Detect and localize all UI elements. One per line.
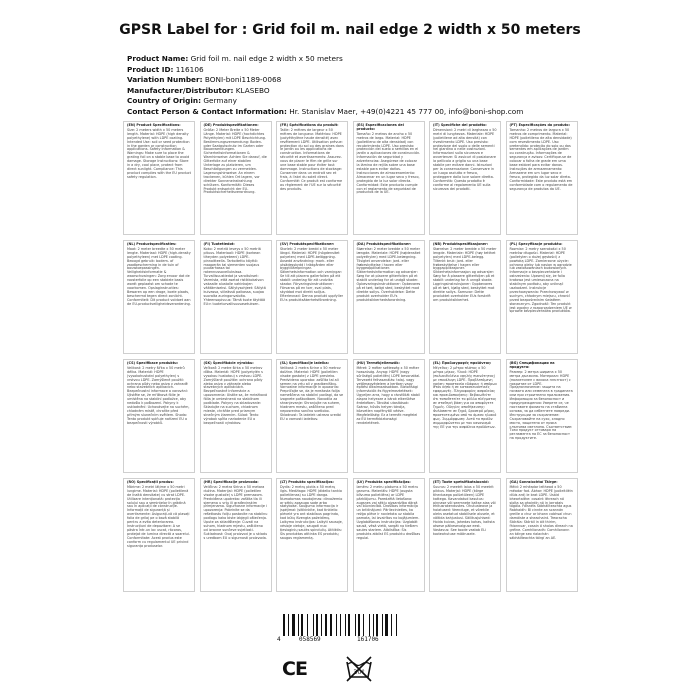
spec-cell-heading: (FI) Tuotetiedot: [203, 242, 235, 246]
barcode-bar [321, 614, 322, 636]
spec-cell-text: Dimensioni: 2 metri di larghezza x 50 metri di lunghezza. Materiale: HDPE (polietilene ad alta densità) con rivestimento LDPE. Uso previsto: protezione del suolo o delle sementi nel giardino o nelle costruzioni. Informazioni sulla sicurezza e avvertenze: Si assicuri di posizionare la pellicola a griglia su una base stabile per evitare danni. Istruzioni per la conservazione: Conservare in un luogo asciutto e fresco, proteggere dalla luce solare diretta. Conformità: Questo prodotto è conforme al regolamento UE sulla sicurezza dei prodotti. [433, 127, 497, 191]
spec-cell [200, 478, 272, 592]
country-value: Germany [203, 96, 237, 106]
product-name-label: Product Name: [127, 54, 189, 63]
contact-row [127, 107, 687, 118]
spec-cell-text: Veľkosť: 2 metre šírka x 50 metrov dĺžka. Materiál: HDPE (polyetylén s vysokou hustotou) s vrstvou LDPE. Zamýšľané použitie: ochrana pôdy alebo osiva v záhrade alebo stavebných aplikáciách. Bezpečnostné informácie a upozornenia: Uistite sa, že mriežková fólia je umiestnená na stabilnom podklade. Pokyny na skladovanie: Skladujte na suchom, chladnom mieste, chráňte pred priamym slnečným žiarením. Súlad: Tento výrobok spĺňa nariadenie EÚ o bezpečnosti výrobkov. [203, 365, 268, 425]
spec-cell [506, 478, 578, 592]
spec-cell [123, 359, 195, 473]
country-row [127, 96, 687, 107]
barcode-digits-right: 161706 [357, 636, 379, 643]
spec-cell-heading: (IT) Specifiche del prodotto: [433, 123, 487, 127]
spec-cell-heading: (RO) Specificații produs: [127, 480, 174, 484]
do-not-wash-icon [344, 653, 374, 683]
spec-cell [200, 240, 272, 354]
spec-cell-heading: (EN) Product Specifications: [127, 123, 181, 127]
spec-cell [353, 121, 425, 235]
spec-cell [353, 240, 425, 354]
spec-cell-heading: (DA) Produktspecifikationer: [356, 242, 412, 246]
variation-number-label: Variation Number: [127, 75, 203, 85]
spec-cell-heading: (FR) Spécifications du produit: [280, 123, 339, 127]
spec-cell-heading: (PT) Especificações do produto: [509, 123, 570, 127]
spec-cell-text: Tamaño: 2 metros de ancho x 50 metros de largo. Material: HDPE (polietileno de alta densidad) con recubrimiento LDPE. Uso previsto: protección del suelo o semillas en el jardín o aplicaciones de construcción. Información de seguridad y advertencias: Asegúrese de colocar la lámina de rejilla sobre una base estable para evitar daños. Instrucciones de almacenamiento: Almacenar en un lugar seco y fresco, protegido de la luz solar directa. Conformidad: Este producto cumple con el reglamento de seguridad de productos de la UE. [356, 131, 421, 195]
barcode-bar [301, 614, 303, 636]
svg-text:30°: 30° [353, 668, 365, 676]
spec-cell-text: Size: 2 meters width x 50 meters length. Material: HDPE (high density polyethylene) with LDPE coating. Intended Use: soil or seed protection in the garden or construction applications. Safety Information & Warnings: Make sure to place the grating foil on a stable base to avoid damage. Storage Instructions: Store in a dry, cool place, protect from direct sunlight. Compliance: This product complies with the EU product safety regulation. [127, 127, 191, 179]
spec-cell-text: Mărime: 2 metri lățime x 50 metri lungime. Material: HDPE (polietilenă de înaltă densitate) cu strat LDPE. Utilizare intenționată: protecția solului sau a semințelor în grădină sau în aplicații de construcție. Informații de siguranță și avertismente: Asigurați-vă că plasați folia de grilaj pe o bază stabilă pentru a evita deteriorarea. Instrucțiuni de depozitare: A se păstra într-un loc uscat, răcoros, protejat de lumina directă a soarelui. Conformitate: Acest produs este conform cu regulamentul UE privind siguranța produselor. [127, 484, 190, 548]
spec-cell-text: Dydis: 2 metrų plotis x 50 metrų ilgis. Medžiaga: HDPE (didelio tankio polietilenas) su LDPE danga. Numatomas naudojimas: dirvožemio ar sėklų apsauga sode arba statybose. Saugumo informacija ir įspėjimai: Įsitikinkite, kad tinklelio plėvelė yra ant stabilaus pagrindo, kad būtų išvengta pažeidimų. Laikymo instrukcijos: Laikyti sausoje, vėsioje vietoje, saugoti nuo tiesioginių saulės spindulių. Atitiktis: Šis produktas atitinka ES produktų saugos reglamentą. [280, 484, 343, 540]
barcode-bar [345, 614, 346, 636]
barcode-bar [330, 614, 333, 636]
product-name-value: Grid foil m. nail edge 2 width x 50 meters [190, 54, 343, 63]
page-title: GPSR Label for : Grid foil m. nail edge 2 width x 50 meters [119, 22, 581, 38]
barcode-bar [382, 614, 383, 636]
spec-cell [276, 240, 348, 354]
spec-cell-text: Размер: 2 метра ширина x 50 метра дължина. Материал: HDPE (полиетилен с висока плътност) с покритие от LDPE. Предназначение: защита на почвата или семената в градината или при строителни приложения. Информация за безопасност и предупреждения: Уверете се, че поставяте фолиото на стабилна основа, за да избегнете повреди. Инструкции за съхранение: Съхранявайте на сухо, хладно място, защитено от пряка слънчева светлина. Съответствие: Този продукт отговаря на регламента на ЕС за безопасност на продуктите. [509, 369, 573, 441]
barcode-bar [358, 614, 360, 636]
product-id-value: 116106 [175, 64, 204, 74]
spec-cell-heading: (LV) Produkta specifikācijas: [356, 480, 411, 484]
variation-number-value: BONI-boni1189-0068 [204, 75, 282, 85]
spec-cell-heading: (ET) Toote spetsifikatsioonid: [433, 480, 489, 484]
spec-cell-heading: (PL) Specyfikacje produktu: [509, 242, 563, 246]
spec-cell-heading: (EL) Προδιαγραφές προϊόντος: [433, 361, 492, 365]
barcode-bar [313, 614, 314, 636]
spec-cell [506, 240, 578, 354]
spec-cell-text: Veličina: 2 metra širina x 50 metara dužina. Materijal: HDPE (polietilen visoke gustoće) s LDPE premazom. Predviđena upotreba: zaštita tla ili sjemena u vrtu ili građevinskim primjenama. Sigurnosne informacije i upozorenja: Pobrinite se da rešetkastu foliju postavite na stabilnu podlogu kako biste izbjegli oštećenja. Upute za skladištenje: Čuvati na suhom, hladnom mjestu, zaštićeno od izravne sunčeve svjetlosti. Sukladnost: Ovaj proizvod je u skladu s uredbom EU o sigurnosti proizvoda. [203, 484, 268, 540]
product-info [127, 54, 687, 118]
spec-cell-heading: (GA) Sonraíochtaí Táirge: [509, 480, 558, 484]
spec-cell [276, 359, 348, 473]
spec-cell [276, 121, 348, 235]
spec-cell-text: Größe: 2 Meter Breite x 50 Meter Länge. Material: HDPE (hochdichtes Polyethylen) mit LDPE Beschichtung. Bestimmungsverwendung: Boden- oder Saatgutschutz im Garten oder Bauanwendungen. Sicherheitsinformationen & Warnhinweise: Achten Sie darauf, die Gitterfolie auf einer stabilen Unterlage zu platzieren, um Beschädigungen zu vermeiden. Lagerungshinweise: An einem trockenen, kühlen Ort lagern, vor direkter Sonneneinstrahlung schützen. Konformität: Dieses Produkt entspricht der EU-Produktsicherheitsverordnung. [203, 127, 267, 195]
country-label: Country of Origin: [127, 96, 202, 106]
product-id-label: Product ID: [127, 64, 174, 74]
spec-cell-text: Izmērs: 2 metru platums x 50 metru garums. Materiāls: HDPE (augsta blīvuma polietilēns) ar LDPE pārklājumu. Paredzētā lietošana: augsnes vai sēklu aizsardzība dārzā vai būvniecībā. Drošības informācija un brīdinājumi: Pārliecinieties, ka režģa plēve ir novietota uz stabila pamata, lai izvairītos no bojājumiem. Uzglabāšanas instrukcijas: Uzglabāt sausā, vēsā vietā, sargāt no tiešiem saules stariem. Atbilstība: Šis produkts atbilst ES produktu drošības regulai. [356, 484, 421, 540]
spec-cell-heading: (DE) Produktspezifikationen: [203, 123, 259, 127]
spec-cell-text: Rozmiar: 2 metry szerokości x 50 metrów długości. Materiał: HDPE (polietylen o dużej gęstości) z powłoką LDPE. Zamierzone użycie: ochrona gleby lub nasion w ogrodzie lub zastosowaniach budowlanych. Informacje o bezpieczeństwie i ostrzeżenia: Upewnij się, że folia kratowa jest umieszczona na stabilnym podłożu, aby uniknąć uszkodzeń. Instrukcje przechowywania: Przechowywać w suchym, chłodnym miejscu, chronić przed bezpośrednim światłem słonecznym. Zgodność: Ten produkt jest zgodny z rozporządzeniem UE w sprawie bezpieczeństwa produktów. [509, 246, 572, 314]
barcode-bar [369, 614, 370, 636]
contact-label: Contact Person & Contact Information: [127, 106, 287, 116]
barcode-bar [307, 614, 308, 636]
spec-cell-heading: (HR) Specifikacije proizvoda: [203, 480, 259, 484]
spec-cell [353, 359, 425, 473]
barcode-bar [336, 614, 337, 636]
spec-cell-text: Velikost: 2 metra širine x 50 metrov dolžine. Material: HDPE (polietilen visoke gostote) z LDPE prevleko. Predvidena uporaba: zaščita tal ali semen na vrtu ali v gradbeništvu. Varnostne informacije in opozorila: Prepričajte se, da je mrežasta folija nameščena na stabilni podlagi, da se izognete poškodbam. Navodila za shranjevanje: Shranjujte na suhem, hladnem mestu, zaščiteno pred neposredno sončno svetlobo. Skladnost: Ta izdelek ustreza uredbi EU o varnosti izdelkov. [280, 365, 344, 421]
spec-cell [506, 121, 578, 235]
spec-cell [429, 478, 501, 592]
ce-mark-icon: CE [282, 658, 307, 680]
barcode-bar [373, 614, 374, 636]
product-name-row [127, 54, 687, 65]
barcode-bar [385, 614, 388, 636]
contact-value: Hr. Stanislav Maer, +49(0)4221 45 777 00, info@boni-shop.com [289, 106, 524, 116]
barcode-bar [283, 614, 285, 636]
barcode-bar [340, 614, 341, 636]
spec-cell-text: Tamanho: 2 metros de largura x 50 metros de comprimento. Material: HDPE (polietileno de alta densidade) com revestimento LDPE. Uso pretendido: proteção do solo ou das sementes em aplicações de jardim ou construção. Informações de segurança e avisos: Certifique-se de colocar a folha de grade em uma base estável para evitar danos. Instruções de armazenamento: Armazene em um lugar seco e fresco, protegido da luz solar direta. Conformidade: Este produto está em conformidade com o regulamento de segurança de produtos da UE. [509, 127, 573, 191]
barcode-bar [391, 614, 392, 636]
manufacturer-row [127, 86, 687, 97]
manufacturer-label: Manufacturer/Distributor: [127, 85, 234, 95]
barcode-bar [376, 614, 378, 636]
barcode-bar [316, 614, 318, 636]
spec-cell-text: Méret: 2 méter szélesség x 50 méter hosszúság. Anyag: HDPE (nagy sűrűségű polietilén) LDPE bevonattal. Tervezett felhasználás: talaj- vagy vetőmagvédelem a kertben vagy építési alkalmazásokban. Biztonsági információk és figyelmeztetések: Ügyeljen arra, hogy a rácsfóliát stabil alapra helyezze a károk elkerülése érdekében. Tárolási utasítások: Száraz, hűvös helyen tárolja, közvetlen napfénytől védve. Megfelelőség: Ez a termék megfelel az EU termékbiztonsági rendeletének. [356, 365, 421, 425]
spec-cell-heading: (NL) Productspecificaties: [127, 242, 177, 246]
barcode-bar [396, 614, 397, 636]
spec-cell [506, 359, 578, 473]
spec-cell [353, 478, 425, 592]
spec-cell-text: Taille: 2 mètres de largeur x 50 mètres de longueur. Matériau: HDPE (polyéthylène haute densité) avec revêtement LDPE. Utilisation prévue: protection du sol ou des graines dans le jardin ou les applications de construction. Informations de sécurité et avertissements: Assurez-vous de placer le film de grille sur une base stable pour éviter tout dommage. Instructions de stockage: Conserver dans un endroit sec et frais, à l'abri du soleil direct. Conformité: Ce produit est conforme au règlement de l'UE sur la sécurité des produits. [280, 127, 344, 191]
spec-cell-heading: (NB) Produktspesifikasjoner: [433, 242, 489, 246]
spec-cell [123, 478, 195, 592]
spec-cell-text: Méid: 2 mhéadar leithead x 50 méadar fad. Ábhar: HDPE (poileitiléin dlúis ard) le brat LDPE. Úsáid bheartaithe: cosaint ithreach nó síolta sa ghairdín nó in iarratais tógála. Faisnéis Sábháilteachta agus Rabhaidh: Bí cinnte an scannán greille a chur ar bhonn cobhsaí chun damáiste a sheachaint. Treoracha Stórála: Stóráil in áit thirim, fhionnuar, cosain ó sholas díreach na gréine. Comhlíonadh: Comhlíonann an táirge seo rialachán sábháilteachta táirgí an AE. [509, 484, 573, 540]
spec-cell-heading: (SK) Špecifikácie výrobku: [203, 361, 254, 365]
barcode-bar [355, 614, 356, 636]
spec-cell-text: Storlek: 2 meter bredd x 50 meter längd. Material: HDPE (högdensitet polyeten) med LDPE-beläggning. Avsedd användning: mark- eller utsädesskydd i trädgården eller byggtillämpningar. Säkerhetsinformation och varningar: Se till att placera gallerfolien på ett stabilt underlag för att undvika skador. Förvaringsinstruktioner: Förvaras på en torr, sval plats, skyddad mot direkt solljus. Efterlevnad: Denna produkt uppfyller EU:s produktsäkerhetsförordning. [280, 246, 344, 302]
barcode-bar [292, 614, 295, 636]
spec-cell-heading: (SV) Produktspecifikationer: [280, 242, 335, 246]
spec-cell-text: Μέγεθος: 2 μέτρα πλάτος x 50 μέτρα μήκος. Υλικό: HDPE (πολυαιθυλένιο υψηλής πυκνότητας) με επικάλυψη LDPE. Προβλεπόμενη χρήση: προστασία εδάφους ή σπόρων στον κήπο ή σε κατασκευαστικές εφαρμογές. Πληροφορίες ασφαλείας και προειδοποιήσεις: Βεβαιωθείτε ότι τοποθετείτε το φύλλο πλέγματος σε σταθερή βάση για να αποφύγετε ζημιές. Οδηγίες αποθήκευσης: Φυλάσσετε σε ξηρό, δροσερό μέρος, προστατευμένο από το άμεσο ηλιακό φως. Συμμόρφωση: Αυτό το προϊόν συμμορφώνεται με τον κανονισμό της ΕΕ για την ασφάλεια προϊόντων. [433, 365, 497, 429]
manufacturer-value: KLASEBO [235, 85, 270, 95]
spec-cell-heading: (LT) Produkto specifikacijos: [280, 480, 334, 484]
barcode-bar [298, 614, 299, 636]
barcode [277, 614, 413, 644]
spec-cell-text: Maat: 2 meter breedte x 50 meter lengte. Materiaal: HDPE (high-density polyethyleen) met LDPE coating. Beoogd gebruik: bodem- of zaadbescherming in de tuin of bouwtoepassingen. Veiligheidsinformatie & waarschuwingen: Zorg ervoor dat de roosterfolie op een stabiele basis wordt geplaatst om schade te voorkomen. Opslaginstructies: Bewaren op een droge, koele plaats, beschermd tegen direct zonlicht. Conformiteit: Dit product voldoet aan de EU-productveiligheidsverordening. [127, 246, 191, 306]
spec-cell-text: Størrelse: 2 meter bredde x 50 meter længde. Materiale: HDPE (højdensitet polyethylen) med LDPE-belægning. Tilsigtet anvendelse: jord- eller frøbeskyttelse i haven eller byggeapplikationer. Sikkerhedsinformation og advarsler: Sørg for at placere gitterfolien på et stabilt underlag for at undgå skader. Opbevaringsinstruktioner: Opbevares på et tørt, køligt sted, beskyttet mod direkte sollys. Overholdelse: Dette produkt overholder EU's produktsikkerhedsforordning. [356, 246, 421, 302]
spec-cell [123, 240, 195, 354]
spec-cell [429, 121, 501, 235]
spec-cell-heading: (HU) Termékjellemzők: [356, 361, 400, 365]
barcode-bar [288, 614, 289, 636]
barcode-bar [363, 614, 364, 636]
spec-cell [276, 478, 348, 592]
variation-number-row [127, 75, 687, 86]
spec-cell-text: Koko: 2 metriä leveys x 50 metriä pituus. Materiaali: HDPE (korkean tiheyden polyeteeni) LDPE-pinnoitteella. Tarkoitettu käyttö: maaperän tai siementen suojaus puutarhassa tai rakennussovelluksissa. Turvallisuustiedot ja varoitukset: Varmista, että asetat ristikkokalvon vakaalle alustalle vahinkojen välttämiseksi. Säilytysohjeet: Säilytä kuivassa, viileässä paikassa, suojaa suoralta auringonvalolta. Yhteensopivuus: Tämä tuote täyttää EU:n tuoteturvallisuusasetuksen. [203, 246, 266, 306]
spec-cell-text: Størrelse: 2 meter bredde x 50 meter lengde. Materiale: HDPE (høy tetthet polyetylen) med LDPE-belegg. Tiltenkt bruk: jord- eller frøbeskyttelse i hagen eller byggapplikasjoner. Sikkerhetsinformasjon og advarsler: Sørg for å plassere gitterfolien på et stabilt underlag for å unngå skade. Lagringsinstruksjoner: Oppbevares på et tørt, kjølig sted, beskyttet mot direkte sollys. Samsvar: Dette produktet overholder EUs forskrift om produktsikkerhet. [433, 246, 497, 302]
spec-cell [429, 359, 501, 473]
barcode-bar [348, 614, 351, 636]
spec-cell [123, 121, 195, 235]
barcode-bar [325, 614, 327, 636]
barcode-digits-left: 4 [277, 636, 281, 643]
barcode-bars [283, 614, 407, 636]
spec-cell-heading: (SL) Specifikacije izdelka: [280, 361, 330, 365]
spec-cell-text: Suurus: 2 meetrit laius x 50 meetrit pikkus. Materjal: HDPE (kõrge tihedusega polüetüleen) LDPE kattega. Kavandatud kasutus: pinnase või seemnete kaitse aias või ehitusrakendustes. Ohutusteave ja hoiatused: Veenduge, et võrekile oleks asetatud stabiilsele alusele, et vältida kahjustusi. Säilitusjuhised: Hoida kuivas, jahedas kohas, kaitsta otsese päikesevalguse eest. Vastavus: See toode vastab ELi tooteohutuse määrusele. [433, 484, 496, 536]
spec-cell [200, 121, 272, 235]
product-id-row [127, 65, 687, 76]
specifications-grid [123, 121, 583, 609]
spec-cell-heading: (ES) Especificaciones del producto: [356, 123, 404, 131]
spec-cell [200, 359, 272, 473]
spec-cell [429, 240, 501, 354]
spec-cell-heading: (CS) Specifikace produktu: [127, 361, 179, 365]
spec-cell-heading: (BG) Спецификации на продукта: [509, 361, 555, 369]
spec-cell-text: Velikost: 2 metry šířka x 50 metrů délka. Materiál: HDPE (vysokohustotní polyethylen) s vrstvou LDPE. Zamýšlené použití: ochrana půdy nebo osiva v zahradě nebo stavebních aplikacích. Bezpečnostní informace a varování: Ujistěte se, že mřížková fólie je umístěna na stabilní podložce, aby nedošlo k poškození. Pokyny k uskladnění: Uchovávejte na suchém, chladném místě, chraňte před přímým slunečním světlem. Shoda: Tento produkt splňuje nařízení EU o bezpečnosti výrobků. [127, 365, 190, 425]
barcode-digits-mid: 058569 [299, 636, 321, 643]
